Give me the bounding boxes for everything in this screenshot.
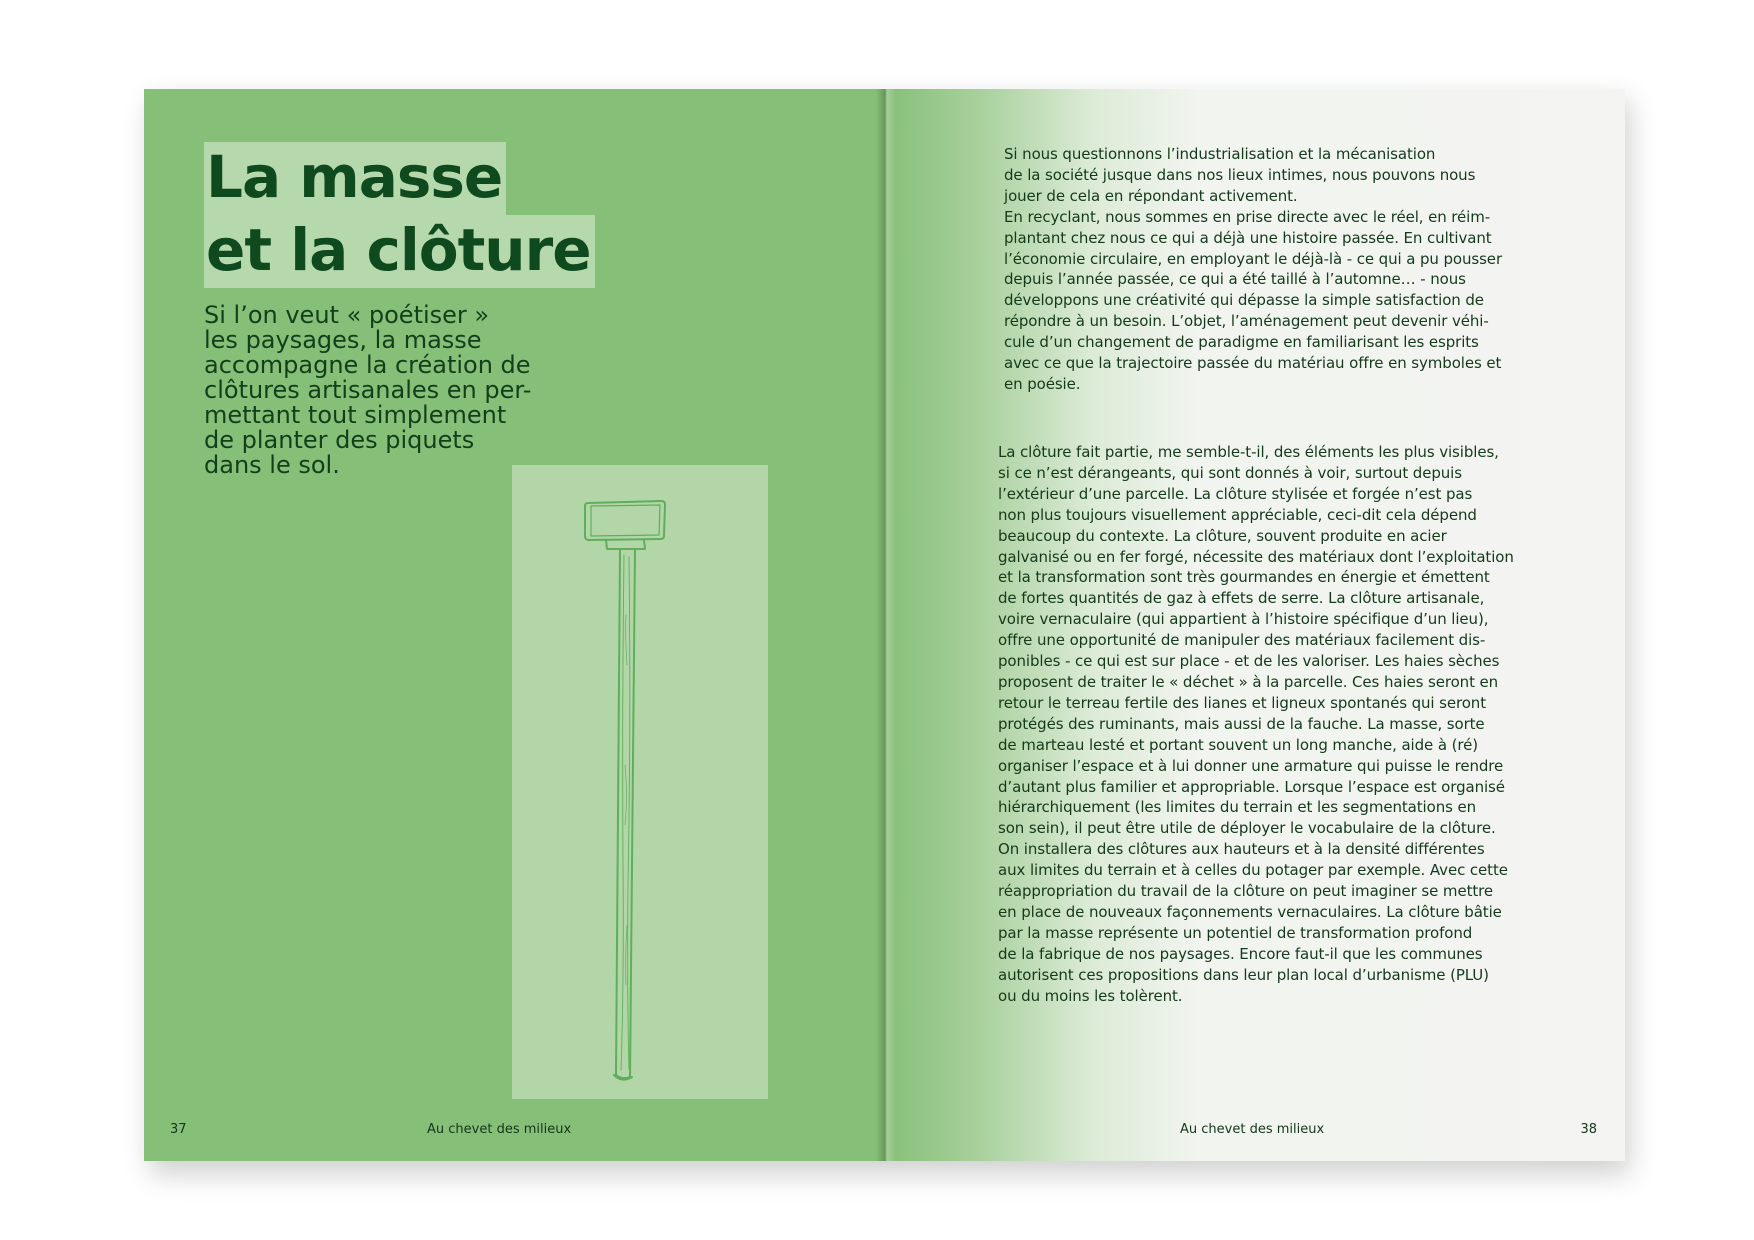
book-gutter (876, 89, 896, 1161)
illustration-panel (512, 465, 768, 1099)
left-page (144, 89, 885, 1161)
running-title-left: Au chevet des milieux (427, 1122, 572, 1137)
title-line-2: et la clôture (204, 215, 595, 288)
page-number-right: 38 (1580, 1122, 1597, 1137)
right-page (885, 89, 1625, 1161)
body-paragraph-1: Si nous questionnons l’industrialisation et la mécanisation de la société jusque dans nos lieux intimes, nous pouvons nous jouer de cela en répondant activement. En recyclant, nous sommes en prise directe avec le réel, en réim- plantant chez nous ce qui a déjà une histoire passée. En cultivant l’économie circulaire, en employant le déjà-là - ce qui a pu pousser depuis l’année passée, ce qui a été taillé à l’automne… - nous développons une créativité qui dépasse la simple satisfaction de répondre à un besoin. L’objet, l’aménagement peut devenir véhi- cule d’un changement de paradigme en familiarisant les esprits avec ce que la trajectoire passée du matériau offre en symboles et en poésie. (1004, 145, 1503, 393)
title-line-1: La masse (204, 142, 506, 215)
sledgehammer-icon (512, 465, 768, 1099)
page-title (204, 142, 595, 288)
page-number-left: 37 (170, 1122, 187, 1137)
running-title-right: Au chevet des milieux (1180, 1122, 1325, 1137)
lead-paragraph: Si l’on veut « poétiser » les paysages, la masse accompagne la création de clôtures artisanales en per- mettant tout simplement de planter des piquets dans le sol. (204, 301, 532, 479)
body-paragraph-2: La clôture fait partie, me semble-t-il, des éléments les plus visibles, si ce n’est dérangeants, qui sont donnés à voir, surtout depuis l’extérieur d’une parcelle. La clôture stylisée et forgée n’est pas non plus toujours visuellement appréciable, ceci-dit cela dépend beaucoup du contexte. La clôture, souvent produite en acier galvanisé ou en fer forgé, nécessite des matériaux dont l’exploitation et la transformation sont très gourmandes en énergie et émettent de fortes quantités de gaz à effets de serre. La clôture artisanale, voire vernaculaire (qui appartient à l’histoire spécifique d’un lieu), offre une opportunité de manipuler des matériaux facilement dis- ponibles - ce qui est sur place - et de les valoriser. Les haies sèches proposent de traiter le « déchet » à la parcelle. Ces haies seront en retour le terreau fertile des lianes et ligneux spontanés qui seront protégés des ruminants, mais aussi de la fauche. La masse, sorte de marteau lesté et portant souvent un long manche, aide à (ré) organiser l’espace et à lui donner une armature qui puisse le rendre d’autant plus familier et appropriable. Lorsque l’espace est organisé hiérarchiquement (les limites du terrain et les segmentations en son sein), il peut être utile de déployer le vocabulaire de la clôture. On installera des clôtures aux hauteurs et à la densité différentes aux limites du terrain et à celles du potager par exemple. Avec cette réappropriation du travail de la clôture on peut imaginer se mettre en place de nouveaux façonnements vernaculaires. La clôture bâtie par la masse représente un potentiel de transformation profond de la fabrique de nos paysages. Encore faut-il que les communes autorisent ces propositions dans leur plan local d’urbanisme (PLU) ou du moins les tolèrent. (998, 443, 1514, 1005)
